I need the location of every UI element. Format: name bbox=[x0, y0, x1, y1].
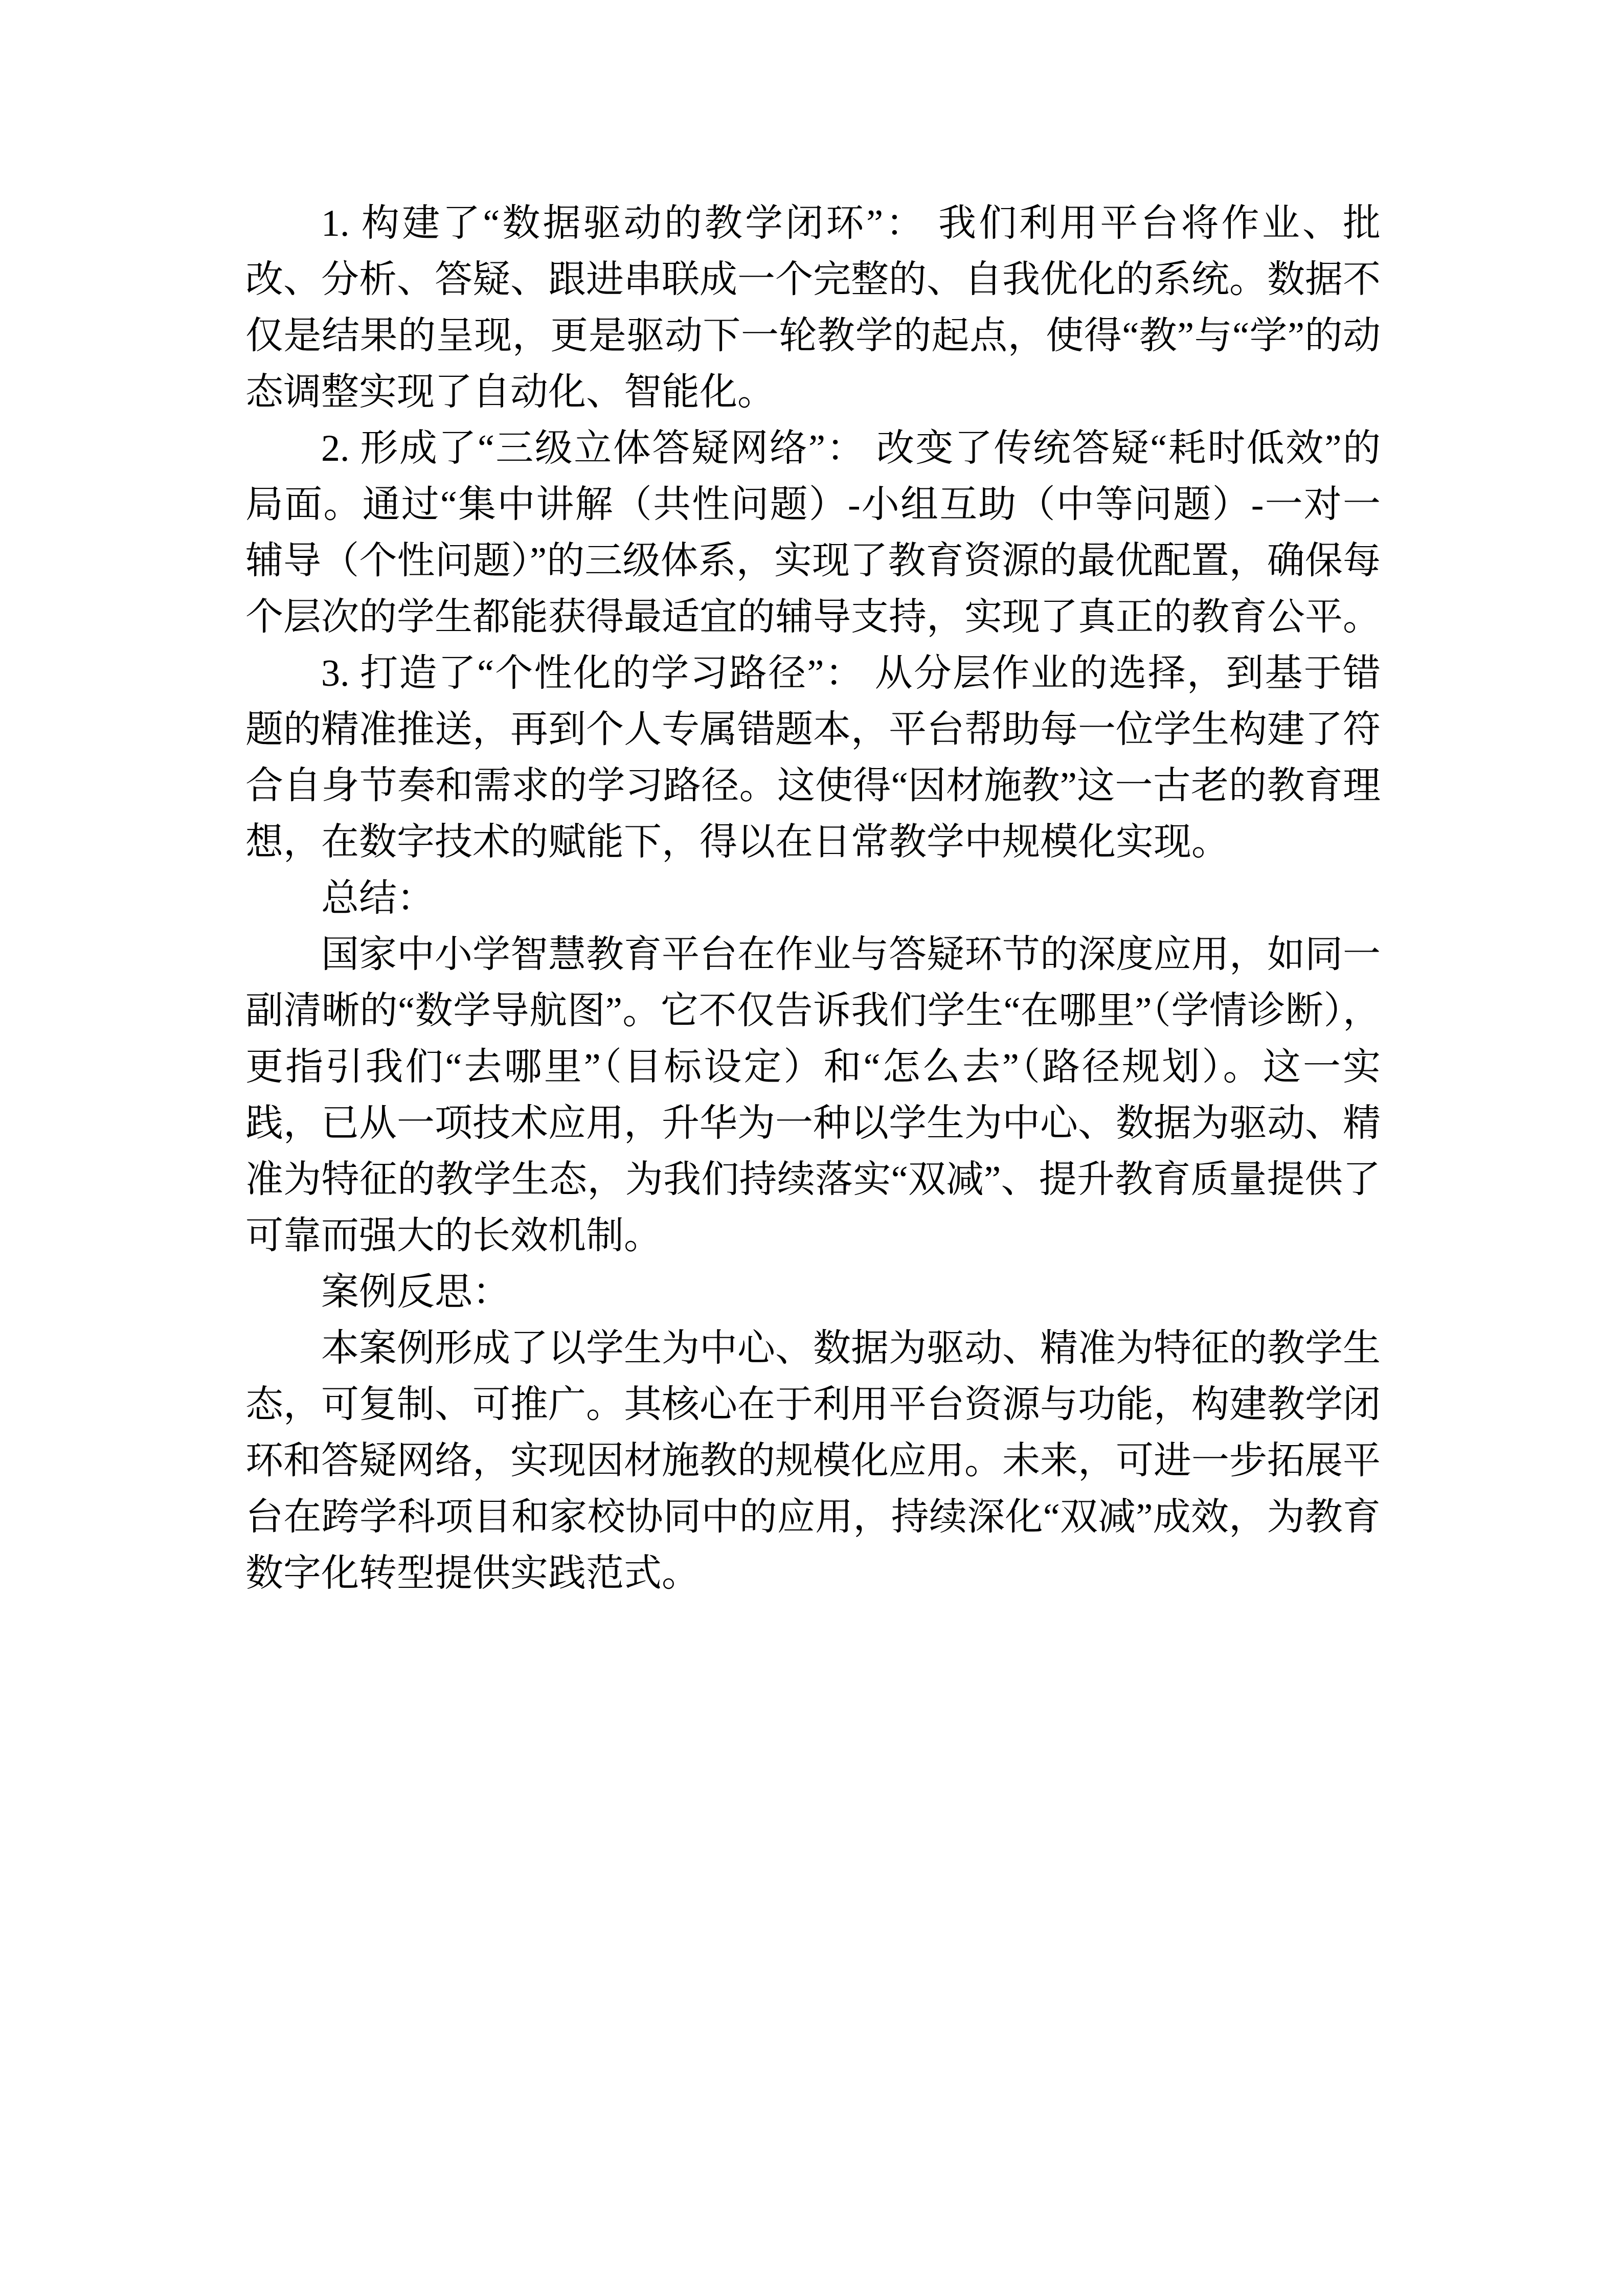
numbered-paragraph-1: 1. 构建了“数据驱动的教学闭环”： 我们利用平台将作业、批改、分析、答疑、跟进串联成一个完整的、自我优化的系统。数据不仅是结果的呈现，更是驱动下一轮教学的起点，使得“教”与“学”的动态调整实现了自动化、智能化。 bbox=[245, 202, 1381, 413]
summary-paragraph: 国家中小学智慧教育平台在作业与答疑环节的深度应用，如同一副清晰的“数学导航图”。它不仅告诉我们学生“在哪里”（学情诊断），更指引我们“去哪里”（目标设定）和“怎么去”（路径规划）。这一实践，已从一项技术应用，升华为一种以学生为中心、数据为驱动、精准为特征的教学生态，为我们持续落实“双减”、提升教育质量提供了可靠而强大的长效机制。 bbox=[245, 934, 1381, 1257]
document-body bbox=[245, 195, 1381, 1602]
reflection-heading: 案例反思： bbox=[321, 1271, 510, 1313]
summary-heading: 总结： bbox=[321, 877, 435, 919]
reflection-paragraph: 本案例形成了以学生为中心、数据为驱动、精准为特征的教学生态，可复制、可推广。其核心在于利用平台资源与功能，构建教学闭环和答疑网络，实现因材施教的规模化应用。未来，可进一步拓展平台在跨学科项目和家校协同中的应用，持续深化“双减”成效，为教育数字化转型提供实践范式。 bbox=[245, 1327, 1381, 1594]
numbered-paragraph-3: 3. 打造了“个性化的学习路径”： 从分层作业的选择，到基于错题的精准推送，再到个人专属错题本，平台帮助每一位学生构建了符合自身节奏和需求的学习路径。这使得“因材施教”这一古老的教育理想，在数字技术的赋能下，得以在日常教学中规模化实现。 bbox=[245, 652, 1381, 863]
numbered-paragraph-2: 2. 形成了“三级立体答疑网络”： 改变了传统答疑“耗时低效”的局面。通过“集中讲解（共性问题）-小组互助（中等问题）-一对一辅导（个性问题）”的三级体系，实现了教育资源的最优配置，确保每个层次的学生都能获得最适宜的辅导支持，实现了真正的教育公平。 bbox=[245, 427, 1381, 638]
